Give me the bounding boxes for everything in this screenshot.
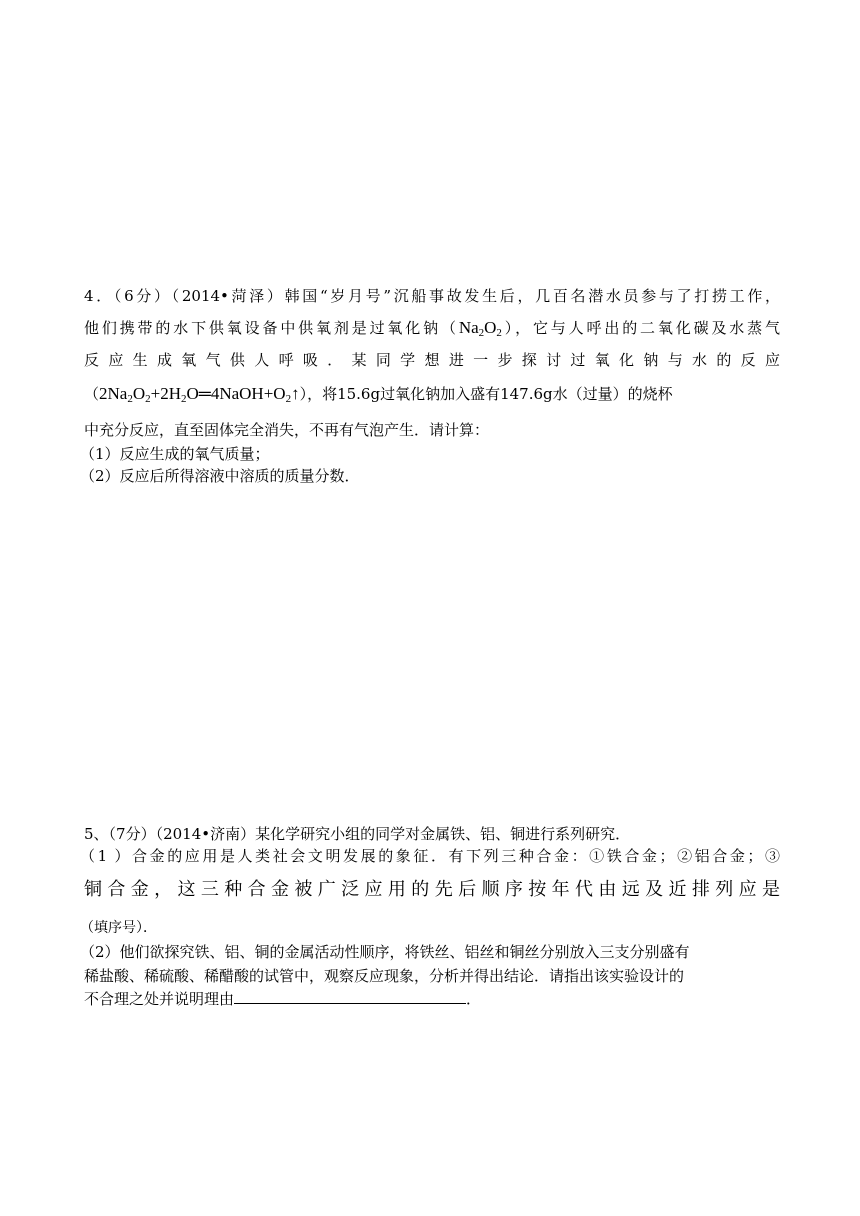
q5-line-6: 稀盐酸、稀硫酸、稀醋酸的试管中，观察反应现象，分析并得出结论．请指出该实验设计的 <box>84 967 685 985</box>
formula-part: Na <box>458 318 479 337</box>
q4-line-7: （2）反应后所得溶液中溶质的质量分数． <box>80 467 360 485</box>
eq-sub: 2 <box>181 393 187 405</box>
reaction-equation <box>99 384 300 403</box>
eq-sub: 2 <box>285 393 292 405</box>
q4-line-4-text-b: ），将15.6g过氧化钠加入盛有147.6g水（过量）的烧杯 <box>299 385 673 403</box>
paren-open: （ <box>84 385 100 403</box>
q5-line-1: 5、（7分）（2014•济南）某化学研究小组的同学对金属铁、铝、铜进行系列研究． <box>84 825 631 843</box>
eq-part: +2H <box>150 384 181 403</box>
q4-line-2 <box>84 318 780 338</box>
q5-line-5: （2）他们欲探究铁、铝、铜的金属活动性顺序，将铁丝、铝丝和铜丝分别放入三支分别盛有 <box>80 943 690 961</box>
q4-line-6: （1）反应生成的氧气质量； <box>80 445 270 463</box>
eq-part: 2Na <box>99 384 128 403</box>
q4-line-1: 4．（6分）（2014•菏泽）韩国“岁月号”沉船事故发生后，几百名潜水员参与了打捞工作， <box>84 287 780 305</box>
answer-blank[interactable] <box>234 988 466 1004</box>
eq-sub: 2 <box>145 393 151 405</box>
eq-part: O═4NaOH+O <box>186 384 286 403</box>
formula-sub: 2 <box>496 327 502 339</box>
q5-line-7-end: ． <box>466 990 482 1008</box>
eq-sub: 2 <box>127 393 133 405</box>
q5-line-3: 铜合金，这三种合金被广泛应用的先后顺序按年代由远及近排列应是 <box>84 879 780 900</box>
q4-line-3: 反应生成氧气供人呼吸．某同学想进一步探讨过氧化钠与水的反应 <box>84 351 780 369</box>
formula-sub: 2 <box>478 327 485 339</box>
q5-line-7-text: 不合理之处并说明理由 <box>84 990 235 1008</box>
q5-line-2: （1 ）合金的应用是人类社会文明发展的象征．有下列三种合金：①铁合金；②铝合金；③ <box>80 847 780 865</box>
eq-part: O <box>132 384 146 403</box>
q5-line-7 <box>84 988 481 1009</box>
q4-line-2-text-a: 他们携带的水下供氧设备中供氧剂是过氧化钠（ <box>84 319 459 337</box>
q5-line-4: （填序号）． <box>80 920 157 936</box>
q4-line-2-text-b: ），它与人呼出的二氧化碳及水蒸气 <box>501 319 780 337</box>
formula-na2o2 <box>459 318 502 337</box>
formula-part: O <box>484 318 497 337</box>
q4-line-5: 中充分反应，直至固体完全消失，不再有气泡产生．请计算： <box>84 421 490 439</box>
eq-part: ↑ <box>291 384 300 403</box>
q4-line-4 <box>84 384 673 404</box>
